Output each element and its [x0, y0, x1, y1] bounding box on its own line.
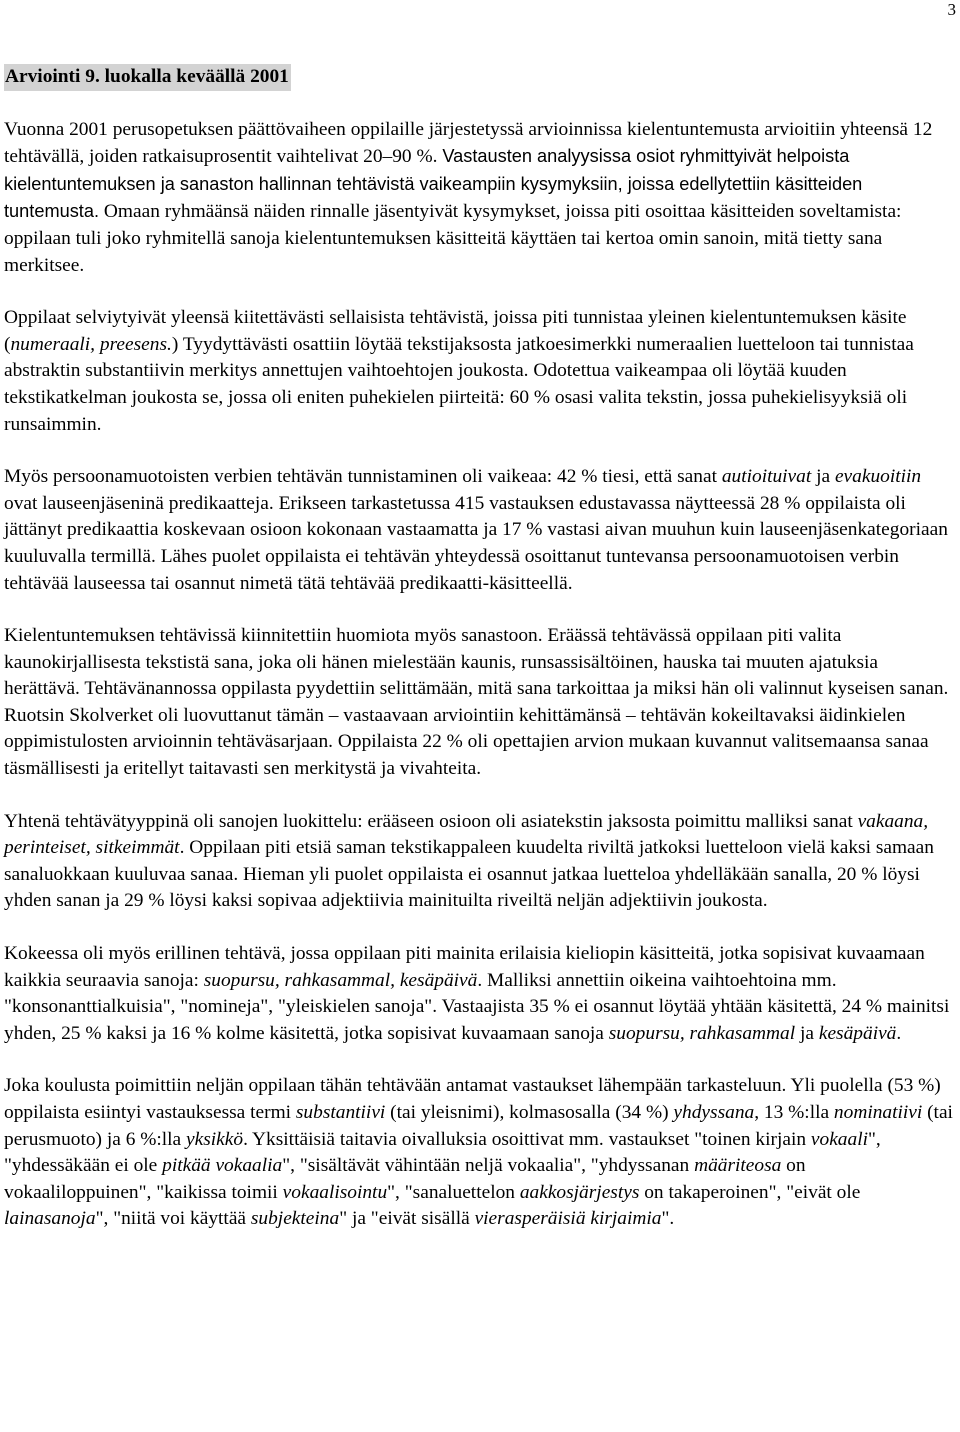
paragraph-2 — [4, 305, 956, 438]
paragraph-7-italic-8: vokaalisointu — [282, 1181, 388, 1203]
paragraph-6-text-1: Kokeessa oli myös erillinen tehtävä, jossa oppilaan piti mainita erilaisia kieliopin käsitteitä, jotka sopisivat kuvaamaan kaikkia seuraavia sanoja: — [4, 943, 925, 991]
paragraph-6-text-2: . Malliksi annettiin oikeina vaihtoehtoina mm. "konsonanttialkuisia", "nomineja", "yleiskielen sanoja". Vastaajista 35 % ei osannut löytää yhtään käsitettä, 24 % mainitsi yhden, 25 % kaksi ja 16 % kolme käsitettä, jotka sopisivat kuvaamaan sanoja — [4, 969, 950, 1044]
paragraph-3-text-1: Myös persoonamuotoisten verbien tehtävän tunnistaminen oli vaikeaa: 42 % tiesi, että sanat — [4, 466, 722, 488]
paragraph-7-italic-11: subjekteina — [250, 1208, 340, 1230]
paragraph-7-italic-4: yksikkö — [186, 1128, 244, 1150]
paragraph-7-text-1: Joka koulusta poimittiin neljän oppilaan tähän tehtävään antamat vastaukset lähempään tarkasteluun. Yli puolella (53 %) oppilaista esiintyi vastauksessa termi — [4, 1075, 941, 1123]
paragraph-7-text-7: ", "sisältävät vähintään neljä vokaalia", "yhdyssanan — [282, 1155, 695, 1177]
paragraph-1-sentence-2: Vastausten analyysissa osiot ryhmittyivät helpoista kielentuntemuksen ja sanaston hallinnan tehtävistä vaikeampiin kysymyksiin, joissa edellytettiin käsitteiden tuntemusta. — [4, 146, 863, 222]
paragraph-5-text-1: Yhtenä tehtävätyyppinä oli sanojen luokittelu: erääseen osioon oli asiatekstin jaksosta poimittu malliksi sanat — [4, 810, 858, 832]
paragraph-2-text-1: Oppilaat selviytyivät yleensä kiitettävästi sellaisista tehtävistä, joissa piti tunnistaa yleinen kielentuntemuksen käsite ( — [4, 307, 907, 355]
paragraph-6-text-4: . — [896, 1022, 902, 1044]
paragraph-7-italic-12: vierasperäisiä kirjaimia — [474, 1208, 662, 1230]
paragraph-7-text-8: on vokaaliloppuinen", "kaikissa toimii — [4, 1155, 806, 1203]
document-body — [4, 64, 956, 1259]
paragraph-1-sentence-3: Omaan ryhmäänsä näiden rinnalle jäsentyivät kysymykset, joissa piti osoittaa käsitteiden soveltamista: oppilaan tuli joko ryhmitellä sanoja kielentuntemuksen käsitteitä käyttäen tai kertoa omin sanoin, mitä tietty sana merkitsee. — [4, 201, 902, 276]
paragraph-5-text-2: . Oppilaan piti etsiä saman tekstikappaleen kuudelta riviltä jatkoksi luetteloon vielä kaksi samaan sanaluokkaan kuuluvaa sanaa. Hieman yli puolet oppilaista ei osannut jatkaa luetteloa yhdelläkään sanalla, 20 % löysi yhden sanan ja 29 % löysi kaksi sopivaa adjektiivia mainituilta riveiltä neljän adjektiivin joukosta. — [4, 837, 934, 912]
paragraph-7-italic-5: vokaali — [810, 1128, 868, 1150]
paragraph-3-text-3: ovat lauseenjäseninä predikaatteja. Erikseen tarkastetussa 415 vastauksen edustavassa näytteessä 28 % oppilaista oli jättänyt predikaattia koskevaan osioon kokonaan vastaamatta ja 17 % vastasi aivan muuhun kuin lauseenjäsenkategoriaan kuuluvalla termillä. Lähes puolet oppilaista ei tehtävän yhteydessä osoittanut tuntevansa persoonamuotoisen verbin tehtävää lauseessa tai osannut nimetä tätä tehtävää predikaatti-käsitteellä. — [4, 492, 948, 594]
paragraph-1-sentence-1: Vuonna 2001 perusopetuksen päättövaiheen oppilaille järjestetyssä arvioinnissa kielentuntemusta arvioitiin yhteensä 12 tehtävällä, joiden ratkaisuprosentit vaihtelivat 20–90 %. — [4, 118, 933, 168]
paragraph-7-italic-1: substantiivi — [295, 1102, 386, 1123]
paragraph-7-text-2: (tai yleisnimi), kolmasosalla (34 %) — [385, 1102, 674, 1123]
paragraph-7-text-10: on takaperoinen", "eivät ole — [639, 1181, 861, 1203]
paragraph-7-text-12: " ja "eivät sisällä — [339, 1208, 475, 1230]
paragraph-6-italic-3: kesäpäivä — [818, 1022, 897, 1044]
paragraph-3 — [4, 464, 956, 597]
paragraph-7-italic-10: lainasanoja — [4, 1208, 96, 1230]
section-title: Arviointi 9. luokalla keväällä 2001 — [4, 64, 291, 91]
page-number: 3 — [947, 0, 956, 19]
paragraph-6-italic-1: suopursu, rahkasammal, kesäpäivä — [203, 969, 478, 991]
paragraph-7-text-13: ". — [661, 1208, 675, 1230]
paragraph-5 — [4, 809, 956, 915]
paragraph-7 — [4, 1073, 956, 1233]
paragraph-7-text-4: (tai perusmuoto) ja 6 %:lla — [4, 1102, 953, 1150]
paragraph-7-text-5: . Yksittäisiä taitavia oivalluksia osoittivat mm. vastaukset "toinen kirjain — [243, 1128, 811, 1150]
paragraph-3-italic-2: evakuoitiin — [834, 466, 922, 488]
paragraph-7-text-6: ", "yhdessäkään ei ole — [4, 1128, 881, 1177]
paragraph-7-text-11: ", "niitä voi käyttää — [95, 1208, 251, 1230]
paragraph-5-italic-1: vakaana, perinteiset, sitkeimmät — [4, 810, 929, 859]
paragraph-4 — [4, 623, 956, 783]
paragraph-2-italic-1: numeraali, preesens. — [10, 333, 172, 355]
paragraph-3-italic-1: autioituivat — [721, 466, 812, 488]
paragraph-4-text-1: Kielentuntemuksen tehtävissä kiinnitettiin huomiota myös sanastoon. Eräässä tehtävässä oppilaan piti valita kaunokirjallisesta tekstistä sana, joka oli hänen mielestään kaunis, runsassisältöinen, hauska tai muuten ajatuksia herättävä. Tehtävänannossa oppilasta pyydettiin selittämään, mitä sana tarkoittaa ja miksi hän oli valinnut kyseisen sanan. Ruotsin Skolverket oli luovuttanut tämän – vastaavaan arviointiin kehittämänsä – tehtävän kokeiltavaksi äidinkielen oppimistulosten arvioinnin tehtäväsarjaan. Oppilaista 22 % oli opettajien arvion mukaan kuvannut valitsemaansa sanaa täsmällisesti ja eritellyt taitavasti sen merkitystä ja vivahteita. — [4, 625, 949, 780]
paragraph-7-italic-6: pitkää vokaalia — [162, 1155, 283, 1177]
paragraph-7-text-3: , 13 %:lla — [754, 1102, 834, 1123]
paragraph-7-italic-7: määriteosa — [694, 1155, 782, 1177]
paragraph-6-italic-2: suopursu, rahkasammal — [608, 1022, 796, 1044]
paragraph-3-text-2: ja — [811, 466, 835, 488]
paragraph-2-text-2: ) Tyydyttävästi osattiin löytää tekstijaksosta jatkoesimerkki numeraalien luetteloon tai tunnistaa abstraktin substantiivin merkitys annettujen vaihtoehtojen joukosta. Odotettua vaikeampaa oli löytää kuuden tekstikatkelman joukosta se, jossa oli eniten puhekielen piirteitä: 60 % osasi valita tekstin, jossa puhekielisyyksiä oli runsaimmin. — [4, 333, 914, 435]
paragraph-1 — [4, 117, 956, 280]
paragraph-7-italic-9: aakkosjärjestys — [519, 1181, 640, 1203]
paragraph-6-text-3: ja — [795, 1022, 819, 1044]
paragraph-6 — [4, 941, 956, 1047]
paragraph-7-italic-3: nominatiivi — [833, 1102, 923, 1123]
paragraph-7-italic-2: yhdyssana — [673, 1102, 755, 1123]
paragraph-7-text-9: ", "sanaluettelon — [387, 1181, 520, 1203]
